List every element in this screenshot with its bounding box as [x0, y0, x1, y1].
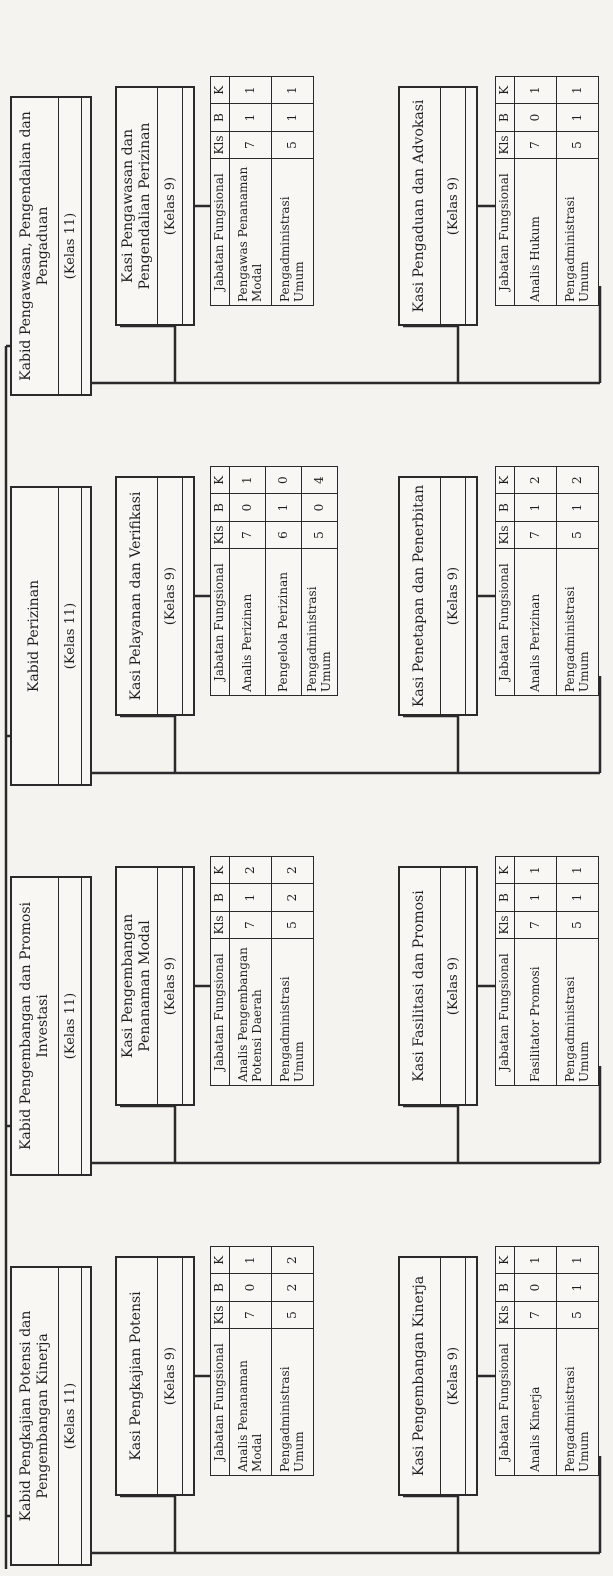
kasi-box: [398, 866, 478, 1106]
jabatan-table: [210, 466, 338, 696]
table-row: [230, 1247, 272, 1476]
k-value: 1: [515, 77, 557, 104]
kls-value: 7: [230, 1301, 272, 1328]
k-header: K: [496, 1247, 515, 1274]
kasi-kelas: (Kelas 9): [157, 868, 183, 1104]
kasi-box: [115, 86, 195, 326]
table-header-row: [211, 467, 230, 696]
jabatan-name: Pengawas Penanaman Modal: [230, 159, 272, 306]
kabid-box: [10, 486, 92, 786]
table-header-row: [496, 857, 515, 1086]
k-value: 4: [302, 467, 338, 494]
kasi-box: [398, 476, 478, 716]
table-header-row: [496, 1247, 515, 1476]
k-value: 2: [557, 467, 599, 494]
b-value: 1: [515, 884, 557, 911]
table-row: [557, 857, 599, 1086]
b-value: 0: [515, 1274, 557, 1301]
k-header: K: [211, 77, 230, 104]
jabatan-table: [495, 466, 599, 696]
b-header: B: [496, 104, 515, 131]
table-row: [302, 467, 338, 696]
k-value: 0: [266, 467, 302, 494]
table-row: [557, 1247, 599, 1476]
kabid-title: Kabid Pengawasan, Pengendalian dan Pengaduan: [17, 111, 51, 381]
kasi-kelas: (Kelas 9): [440, 1258, 466, 1494]
kls-value: 7: [230, 131, 272, 158]
k-value: 1: [557, 1247, 599, 1274]
table-header-row: [496, 77, 515, 306]
b-header: B: [211, 494, 230, 521]
b-value: 0: [302, 494, 338, 521]
b-value: 0: [515, 104, 557, 131]
b-value: 1: [272, 104, 314, 131]
kasi-title: Kasi Fasilitasi dan Promosi: [411, 890, 428, 1082]
kls-value: 5: [302, 521, 338, 548]
b-value: 1: [557, 1274, 599, 1301]
kasi-title: Kasi Penetapan dan Penerbitan: [411, 484, 428, 708]
b-value: 0: [230, 494, 266, 521]
k-header: K: [211, 857, 230, 884]
k-header: K: [211, 1247, 230, 1274]
jabatan-header: Jabatan Fungsional: [496, 549, 515, 696]
kls-header: Kls: [496, 521, 515, 548]
kasi-kelas: (Kelas 9): [157, 88, 183, 324]
b-header: B: [496, 884, 515, 911]
b-value: 1: [557, 104, 599, 131]
jabatan-name: Analis Pengembangan Potensi Daerah: [230, 939, 272, 1086]
k-value: 1: [230, 77, 272, 104]
table-header-row: [211, 857, 230, 1086]
kasi-kelas: (Kelas 9): [157, 478, 183, 714]
kls-value: 5: [557, 131, 599, 158]
k-header: K: [496, 467, 515, 494]
kasi-box: [115, 866, 195, 1106]
jabatan-name: Pengadministrasi Umum: [272, 939, 314, 1086]
table-row: [266, 467, 302, 696]
jabatan-table: [495, 856, 599, 1086]
b-value: 1: [557, 494, 599, 521]
kls-header: Kls: [496, 911, 515, 938]
k-header: K: [496, 77, 515, 104]
k-value: 1: [515, 1247, 557, 1274]
table-row: [230, 77, 272, 306]
b-value: 2: [272, 1274, 314, 1301]
kabid-box: [10, 1266, 92, 1566]
jabatan-table: [495, 76, 599, 306]
table-row: [230, 467, 266, 696]
kls-header: Kls: [496, 1301, 515, 1328]
jabatan-name: Pengelola Perizinan: [266, 549, 302, 696]
table-row: [230, 857, 272, 1086]
b-header: B: [496, 1274, 515, 1301]
kls-value: 5: [272, 911, 314, 938]
kls-header: Kls: [211, 1301, 230, 1328]
jabatan-name: Pengadministrasi Umum: [272, 1329, 314, 1476]
kls-header: Kls: [496, 131, 515, 158]
k-value: 1: [272, 77, 314, 104]
kls-value: 5: [272, 131, 314, 158]
jabatan-name: Pengadministrasi Umum: [557, 939, 599, 1086]
kls-value: 5: [557, 911, 599, 938]
jabatan-name: Pengadministrasi Umum: [272, 159, 314, 306]
b-value: 2: [272, 884, 314, 911]
kabid-kelas: (Kelas 11): [58, 878, 82, 1174]
jabatan-header: Jabatan Fungsional: [211, 939, 230, 1086]
jabatan-name: Analis Perizinan: [515, 549, 557, 696]
jabatan-header: Jabatan Fungsional: [211, 549, 230, 696]
kls-value: 7: [515, 521, 557, 548]
kasi-kelas: (Kelas 9): [440, 478, 466, 714]
kls-value: 7: [230, 521, 266, 548]
jabatan-name: Pengadministrasi Umum: [557, 1329, 599, 1476]
b-value: 1: [515, 494, 557, 521]
kls-value: 7: [230, 911, 272, 938]
kabid-title: Kabid Pengkajian Potensi dan Pengembangan Kinerja: [17, 1310, 51, 1522]
kasi-box: [115, 1256, 195, 1496]
table-header-row: [211, 1247, 230, 1476]
k-value: 2: [230, 857, 272, 884]
kls-header: Kls: [211, 131, 230, 158]
jabatan-name: Analis Kinerja: [515, 1329, 557, 1476]
table-row: [557, 467, 599, 696]
kabid-box: [10, 876, 92, 1176]
k-value: 1: [230, 467, 266, 494]
kasi-title: Kasi Pengembangan Kinerja: [411, 1275, 428, 1477]
kls-value: 7: [515, 131, 557, 158]
kasi-title: Kasi Pelayanan dan Verifikasi: [128, 491, 145, 701]
k-header: K: [211, 467, 230, 494]
kasi-box: [398, 86, 478, 326]
k-value: 1: [557, 857, 599, 884]
kasi-kelas: (Kelas 9): [157, 1258, 183, 1494]
kabid-title: Kabid Perizinan: [26, 579, 43, 693]
table-row: [272, 77, 314, 306]
k-value: 1: [515, 857, 557, 884]
jabatan-header: Jabatan Fungsional: [496, 939, 515, 1086]
kls-header: Kls: [211, 911, 230, 938]
b-header: B: [496, 494, 515, 521]
b-value: 1: [230, 104, 272, 131]
kls-value: 5: [272, 1301, 314, 1328]
kls-value: 5: [557, 521, 599, 548]
jabatan-table: [210, 76, 314, 306]
k-value: 1: [557, 77, 599, 104]
kls-value: 5: [557, 1301, 599, 1328]
table-row: [515, 77, 557, 306]
kasi-kelas: (Kelas 9): [440, 88, 466, 324]
jabatan-name: Analis Penanaman Modal: [230, 1329, 272, 1476]
jabatan-name: Pengadministrasi Umum: [557, 159, 599, 306]
kls-value: 7: [515, 1301, 557, 1328]
jabatan-header: Jabatan Fungsional: [211, 1329, 230, 1476]
kls-header: Kls: [211, 521, 230, 548]
table-row: [515, 467, 557, 696]
kabid-kelas: (Kelas 11): [58, 98, 82, 394]
k-value: 2: [272, 857, 314, 884]
k-value: 2: [272, 1247, 314, 1274]
table-row: [272, 1247, 314, 1476]
kasi-box: [398, 1256, 478, 1496]
kasi-kelas: (Kelas 9): [440, 868, 466, 1104]
k-header: K: [496, 857, 515, 884]
k-value: 2: [515, 467, 557, 494]
b-header: B: [211, 1274, 230, 1301]
table-row: [515, 857, 557, 1086]
table-row: [272, 857, 314, 1086]
jabatan-name: Pengadministrasi Umum: [302, 549, 338, 696]
table-row: [557, 77, 599, 306]
b-value: 1: [230, 884, 272, 911]
jabatan-name: Analis Perizinan: [230, 549, 266, 696]
table-header-row: [211, 77, 230, 306]
b-value: 1: [266, 494, 302, 521]
jabatan-name: Pengadministrasi Umum: [557, 549, 599, 696]
jabatan-table: [210, 1246, 314, 1476]
jabatan-header: Jabatan Fungsional: [211, 159, 230, 306]
b-header: B: [211, 104, 230, 131]
jabatan-name: Analis Hukum: [515, 159, 557, 306]
kls-value: 6: [266, 521, 302, 548]
kasi-title: Kasi Pengaduan dan Advokasi: [411, 99, 428, 313]
table-row: [515, 1247, 557, 1476]
b-header: B: [211, 884, 230, 911]
table-header-row: [496, 467, 515, 696]
b-value: 1: [557, 884, 599, 911]
jabatan-name: Fasilitator Promosi: [515, 939, 557, 1086]
kasi-title: Kasi Pengkajian Potensi: [128, 1291, 145, 1461]
kls-value: 7: [515, 911, 557, 938]
k-value: 1: [230, 1247, 272, 1274]
jabatan-header: Jabatan Fungsional: [496, 159, 515, 306]
kabid-kelas: (Kelas 11): [58, 1268, 82, 1564]
kasi-title: Kasi Pengembangan Penanaman Modal: [119, 913, 153, 1059]
jabatan-header: Jabatan Fungsional: [496, 1329, 515, 1476]
b-value: 0: [230, 1274, 272, 1301]
kasi-box: [115, 476, 195, 716]
kasi-title: Kasi Pengawasan dan Pengendalian Perizinan: [119, 122, 153, 290]
jabatan-table: [210, 856, 314, 1086]
kabid-kelas: (Kelas 11): [58, 488, 82, 784]
kabid-title: Kabid Pengembangan dan Promosi Investasi: [17, 901, 51, 1151]
kabid-box: [10, 96, 92, 396]
jabatan-table: [495, 1246, 599, 1476]
